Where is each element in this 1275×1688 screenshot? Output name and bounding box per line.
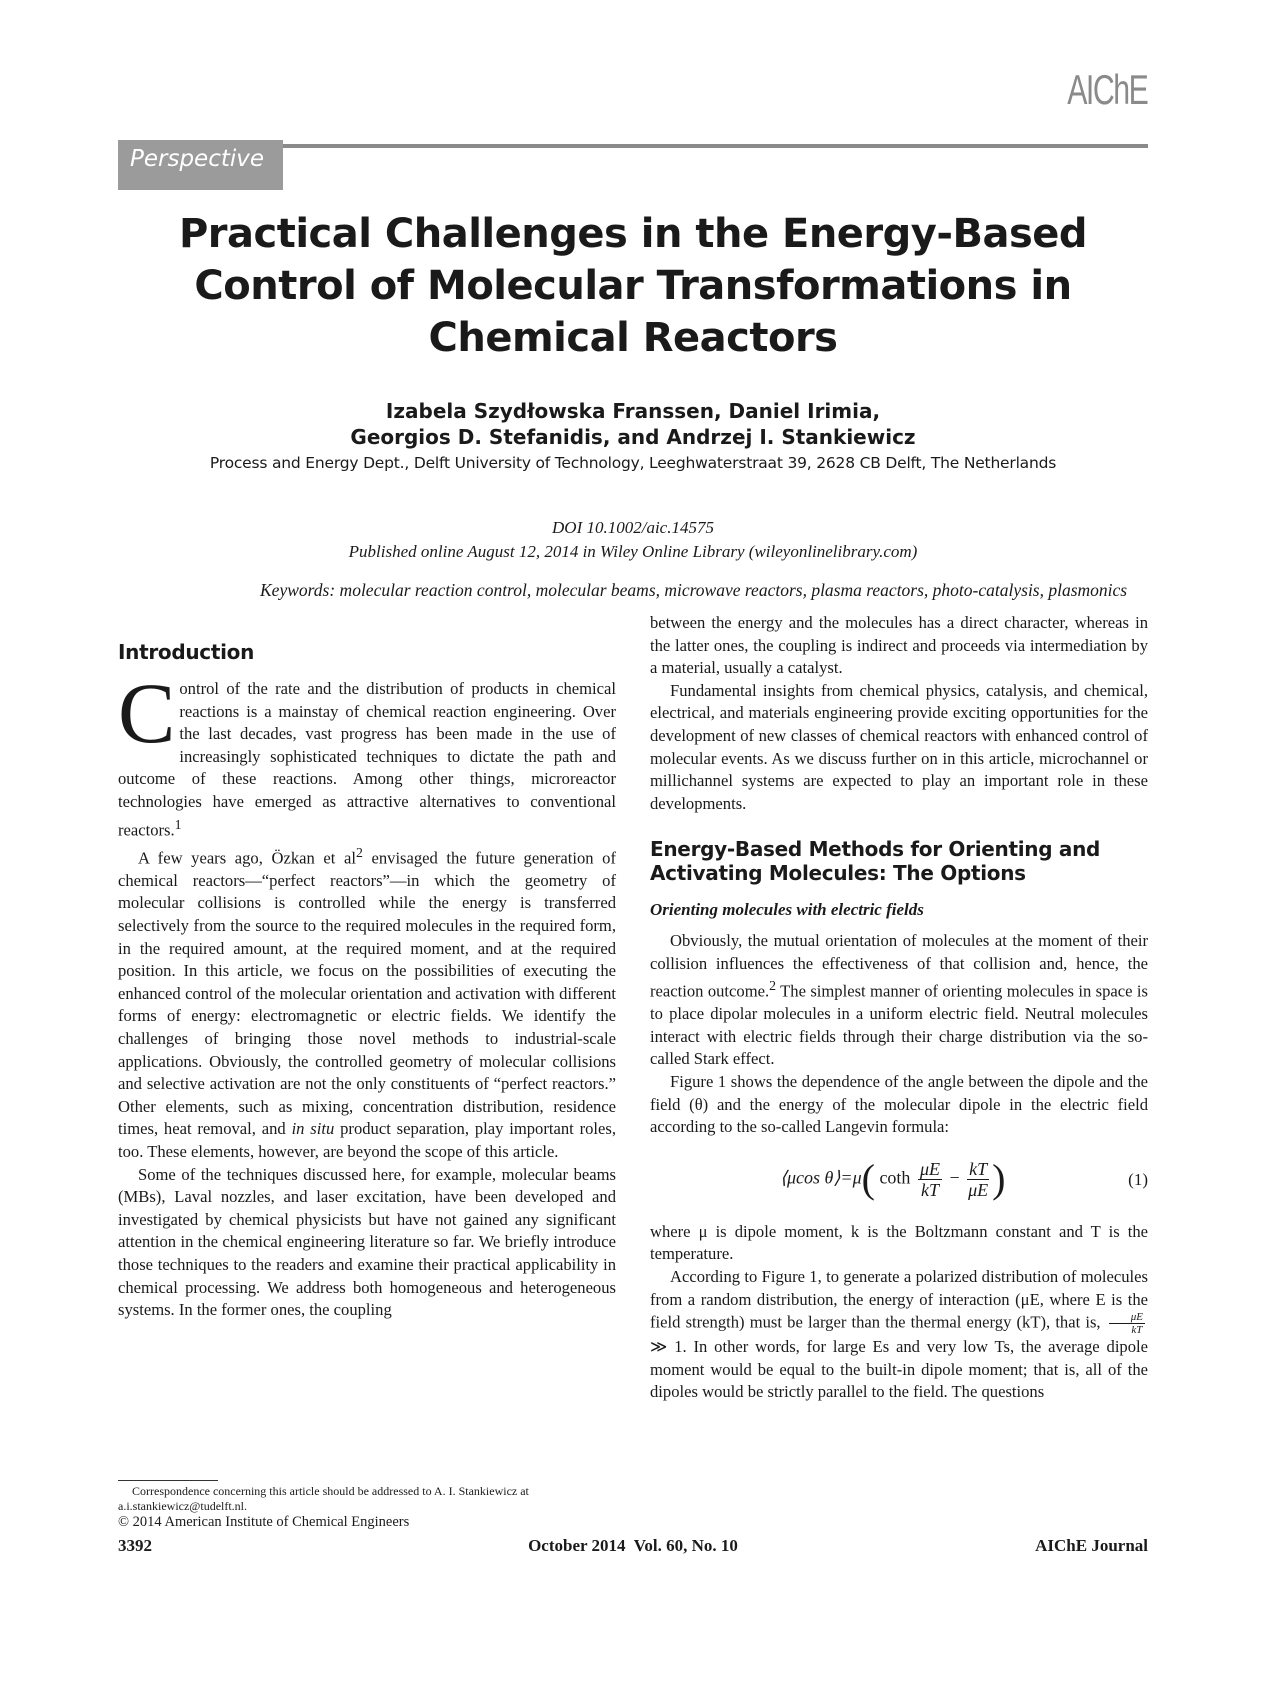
drop-cap: C — [118, 665, 176, 761]
equation-body — [780, 1156, 1006, 1202]
right-paragraph-3-text-a: Obviously, the mutual orientation of molecules at the moment of their collision influences the effectiveness of that collision and, hence, the reaction outcome. — [650, 930, 1148, 1001]
intro-paragraph-2-text-c: product separation, play important roles, too. These elements, however, are beyond the scope of this article. — [118, 1119, 617, 1161]
section-heading-energy-methods: Energy-Based Methods for Orienting and Activating Molecules: The Options — [650, 837, 1101, 886]
authors-line-1: Izabela Szydłowska Franssen, Daniel Irimia, — [385, 399, 881, 423]
citation-ref[interactable]: 2 — [769, 978, 777, 994]
equation-lhs: ⟨μcos θ⟩=μ — [780, 1167, 862, 1188]
intro-paragraph-2 — [118, 842, 616, 1164]
intro-paragraph-2-text-b: envisaged the future generation of chemical reactors—“perfect reactors”—in which the geometry of molecular collisions is controlled while the energy is transferred selectively from the source to the required molecules in the required form, in the required amount, at the required moment, and at the required position. In this article, we focus on the possibilities of executing the enhanced control of the molecular orientation and activation with different forms of energy: electromagnetic or electric fields. We identify the challenges of bringing those novel methods to industrial-scale applications. Obviously, the controlled geometry of molecular collisions and selective activation are not the only constituents of “perfect reactors.” Other elements, such as mixing, concentration distribution, residence times, heat removal, and — [118, 848, 616, 1139]
fraction-1-denominator: kT — [920, 1179, 939, 1200]
keywords: Keywords: molecular reaction control, molecular beams, microwave reactors, plasma reactors, photo-catalysis, plasmonics — [260, 580, 1128, 600]
right-paragraph-3 — [650, 930, 1148, 1071]
equation-fraction-1 — [918, 1159, 942, 1200]
section-tab-label: Perspective — [130, 146, 265, 172]
equation-coth: coth — [879, 1167, 911, 1188]
footnote-rule — [118, 1480, 218, 1481]
equation-paren: ) — [992, 1156, 1006, 1202]
affiliation: Process and Energy Dept., Delft University of Technology, Leeghwaterstraat 39, 2628 CB Delft, The Netherlands — [209, 454, 1057, 472]
section-tab — [118, 140, 283, 190]
section-heading-introduction: Introduction — [118, 640, 255, 664]
intro-paragraph-2-text-a: A few years ago, Özkan et al — [138, 848, 356, 868]
right-column — [650, 612, 1148, 1404]
header-rule — [283, 144, 1148, 148]
publication-info: Published online August 12, 2014 in Wiley Online Library (wileyonlinelibrary.com) — [348, 542, 918, 561]
fraction-2-numerator: kT — [969, 1158, 988, 1179]
journal-brand-logo: AIChE — [1066, 66, 1147, 113]
right-paragraph-6-text-a: According to Figure 1, to generate a polarized distribution of molecules from a random distribution, the energy of interaction (μE, where E is the field strength) must be larger than the thermal energy (kT), that is, — [650, 1267, 1148, 1332]
article-title: Practical Challenges in the Energy-Based Control of Molecular Transformations in Chemical Reactors — [178, 211, 1088, 361]
right-paragraph-6-text-b: ≫ 1. In other words, for large Es and very low Ts, the average dipole moment would be equal to the built-in dipole moment; that is, all of the dipoles would be strictly parallel to the field. The questions — [650, 1337, 1148, 1402]
equation-minus: − — [949, 1167, 960, 1188]
equation-paren: ( — [861, 1156, 875, 1202]
intro-paragraph-1 — [118, 665, 616, 842]
right-paragraph-2: Fundamental insights from chemical physics, catalysis, and chemical, electrical, and materials engineering provide exciting opportunities for the development of new classes of chemical reactors with enhanced control of molecular events. As we discuss further on in this article, microchannel or millichannel systems are expected to play an important role in these developments. — [650, 680, 1148, 813]
inline-fraction-numerator: μE — [1109, 1311, 1145, 1324]
doi[interactable]: DOI 10.1002/aic.14575 — [552, 518, 714, 537]
fraction-1-numerator: μE — [919, 1158, 940, 1179]
right-paragraph-5: where μ is dipole moment, k is the Boltzmann constant and T is the temperature. — [650, 1221, 1148, 1264]
issue-info: October 2014 Vol. 60, No. 10 — [528, 1536, 738, 1555]
subsection-heading: Orienting molecules with electric fields — [650, 900, 924, 920]
intro-paragraph-1-text: ontrol of the rate and the distribution of products in chemical reactions is a mainstay of chemical reaction engineering. Over the last decades, vast progress has been made in the use of increasingly sophisticated techniques to dictate the path and outcome of these reactions. Among other things, microreactor technologies have emerged as attractive alternatives to conventional reactors. — [118, 679, 616, 840]
right-paragraph-3-text-b: The simplest manner of orienting molecules in space is to place dipolar molecules in a uniform electric field. Neutral molecules interact with electric fields through their charge distribution via the so-called Stark effect. — [650, 981, 1148, 1069]
equation-1 — [650, 1149, 1148, 1213]
inline-fraction-denominator: kT — [1131, 1324, 1143, 1337]
authors-line-2: Georgios D. Stefanidis, and Andrzej I. Stankiewicz — [350, 425, 916, 449]
right-paragraph-4: Figure 1 shows the dependence of the angle between the dipole and the field (θ) and the energy of the molecular dipole in the electric field according to the so-called Langevin formula: — [650, 1072, 1148, 1137]
right-paragraph-6 — [650, 1266, 1148, 1404]
fraction-2-denominator: μE — [968, 1179, 989, 1200]
inline-fraction — [1109, 1311, 1145, 1336]
correspondence-footnote: Correspondence concerning this article should be addressed to A. I. Stankiewicz at a.i.stankiewicz@tudelft.nl. — [118, 1484, 529, 1513]
left-column — [118, 640, 616, 1322]
journal-name: AIChE Journal — [1035, 1536, 1148, 1555]
author-list — [118, 398, 1148, 450]
copyright-notice: © 2014 American Institute of Chemical Engineers — [118, 1514, 410, 1530]
equation-number: (1) — [1128, 1169, 1148, 1189]
citation-ref[interactable]: 2 — [355, 844, 363, 860]
intro-paragraph-3: Some of the techniques discussed here, for example, molecular beams (MBs), Laval nozzles, and laser excitation, have been developed and investigated by chemical physicists but have not gained any significant attention in the chemical engineering literature so far. We briefly introduce those techniques to the readers and examine their practical applicability in chemical processing. We address both homogeneous and heterogeneous systems. In the former ones, the coupling — [118, 1164, 616, 1320]
equation-fraction-2 — [967, 1159, 989, 1200]
right-paragraph-1: between the energy and the molecules has a direct character, whereas in the latter ones, the coupling is indirect and proceeds via intermediation by a material, usually a catalyst. — [650, 613, 1148, 678]
page-number: 3392 — [118, 1536, 152, 1555]
intro-paragraph-2-italic: in situ — [291, 1119, 335, 1139]
citation-ref[interactable]: 1 — [174, 816, 182, 832]
